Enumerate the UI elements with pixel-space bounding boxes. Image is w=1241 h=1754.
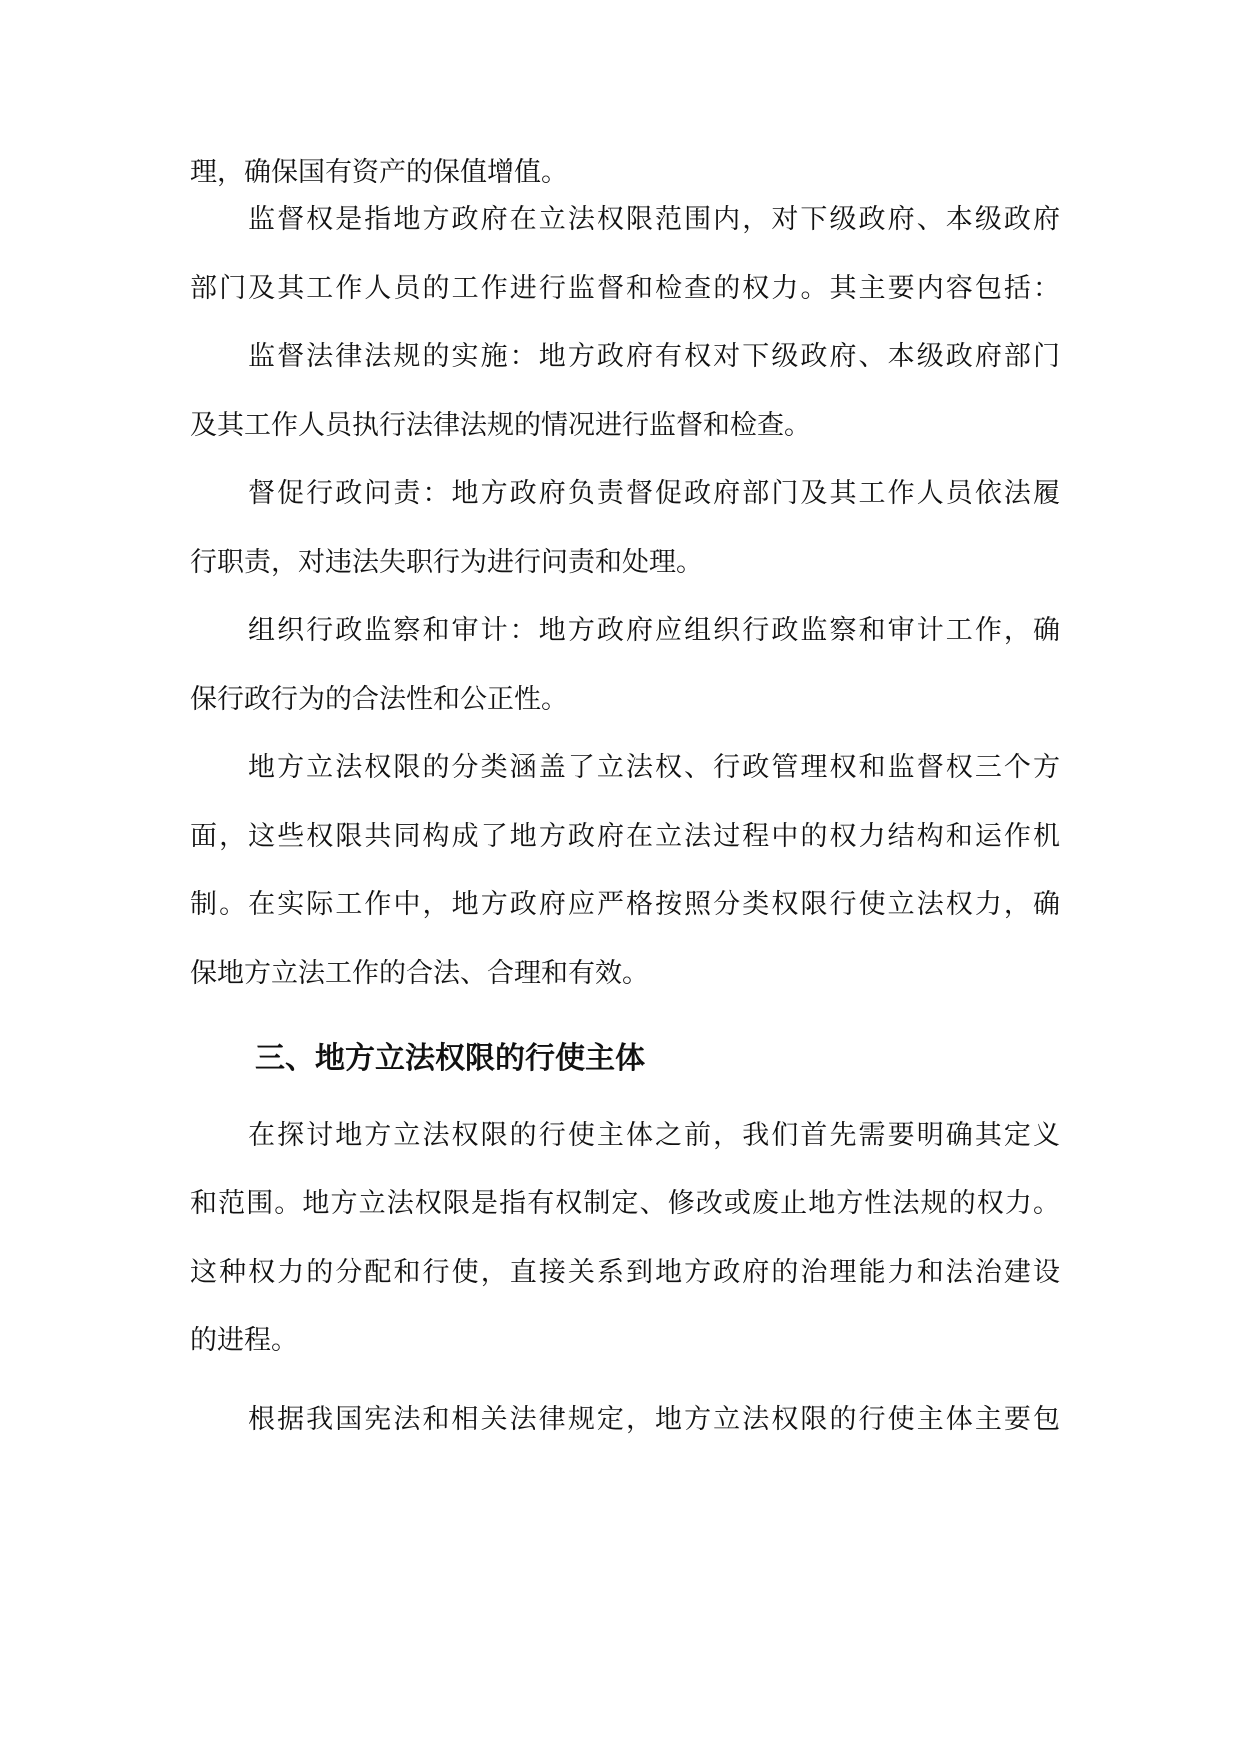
text-line: 行职责，对违法失职行为进行问责和处理。 (190, 547, 703, 578)
text-line: 制。在实际工作中，地方政府应严格按照分类权限行使立法权力，确 (190, 889, 1060, 920)
text-line: 保地方立法工作的合法、合理和有效。 (190, 958, 649, 989)
text-line: 督促行政问责：地方政府负责督促政府部门及其工作人员依法履 (248, 478, 1060, 509)
text-line: 监督法律法规的实施：地方政府有权对下级政府、本级政府部门 (248, 341, 1060, 372)
text-line: 根据我国宪法和相关法律规定，地方立法权限的行使主体主要包 (248, 1404, 1060, 1435)
text-line: 和范围。地方立法权限是指有权制定、修改或废止地方性法规的权力。 (190, 1188, 1060, 1219)
text-line: 在探讨地方立法权限的行使主体之前，我们首先需要明确其定义 (248, 1120, 1060, 1151)
text-line: 组织行政监察和审计：地方政府应组织行政监察和审计工作，确 (248, 615, 1060, 646)
text-line: 及其工作人员执行法律法规的情况进行监督和检查。 (190, 410, 811, 441)
section-heading: 三、地方立法权限的行使主体 (255, 1041, 645, 1076)
text-line: 监督权是指地方政府在立法权限范围内，对下级政府、本级政府 (248, 204, 1060, 235)
text-line: 部门及其工作人员的工作进行监督和检查的权力。其主要内容包括： (190, 273, 1060, 304)
text-line: 保行政行为的合法性和公正性。 (190, 684, 568, 715)
text-line: 的进程。 (190, 1325, 298, 1356)
text-line: 这种权力的分配和行使，直接关系到地方政府的治理能力和法治建设 (190, 1257, 1060, 1288)
text-line: 面，这些权限共同构成了地方政府在立法过程中的权力结构和运作机 (190, 821, 1060, 852)
text-line: 地方立法权限的分类涵盖了立法权、行政管理权和监督权三个方 (248, 752, 1060, 783)
text-line: 理，确保国有资产的保值增值。 (190, 157, 568, 188)
